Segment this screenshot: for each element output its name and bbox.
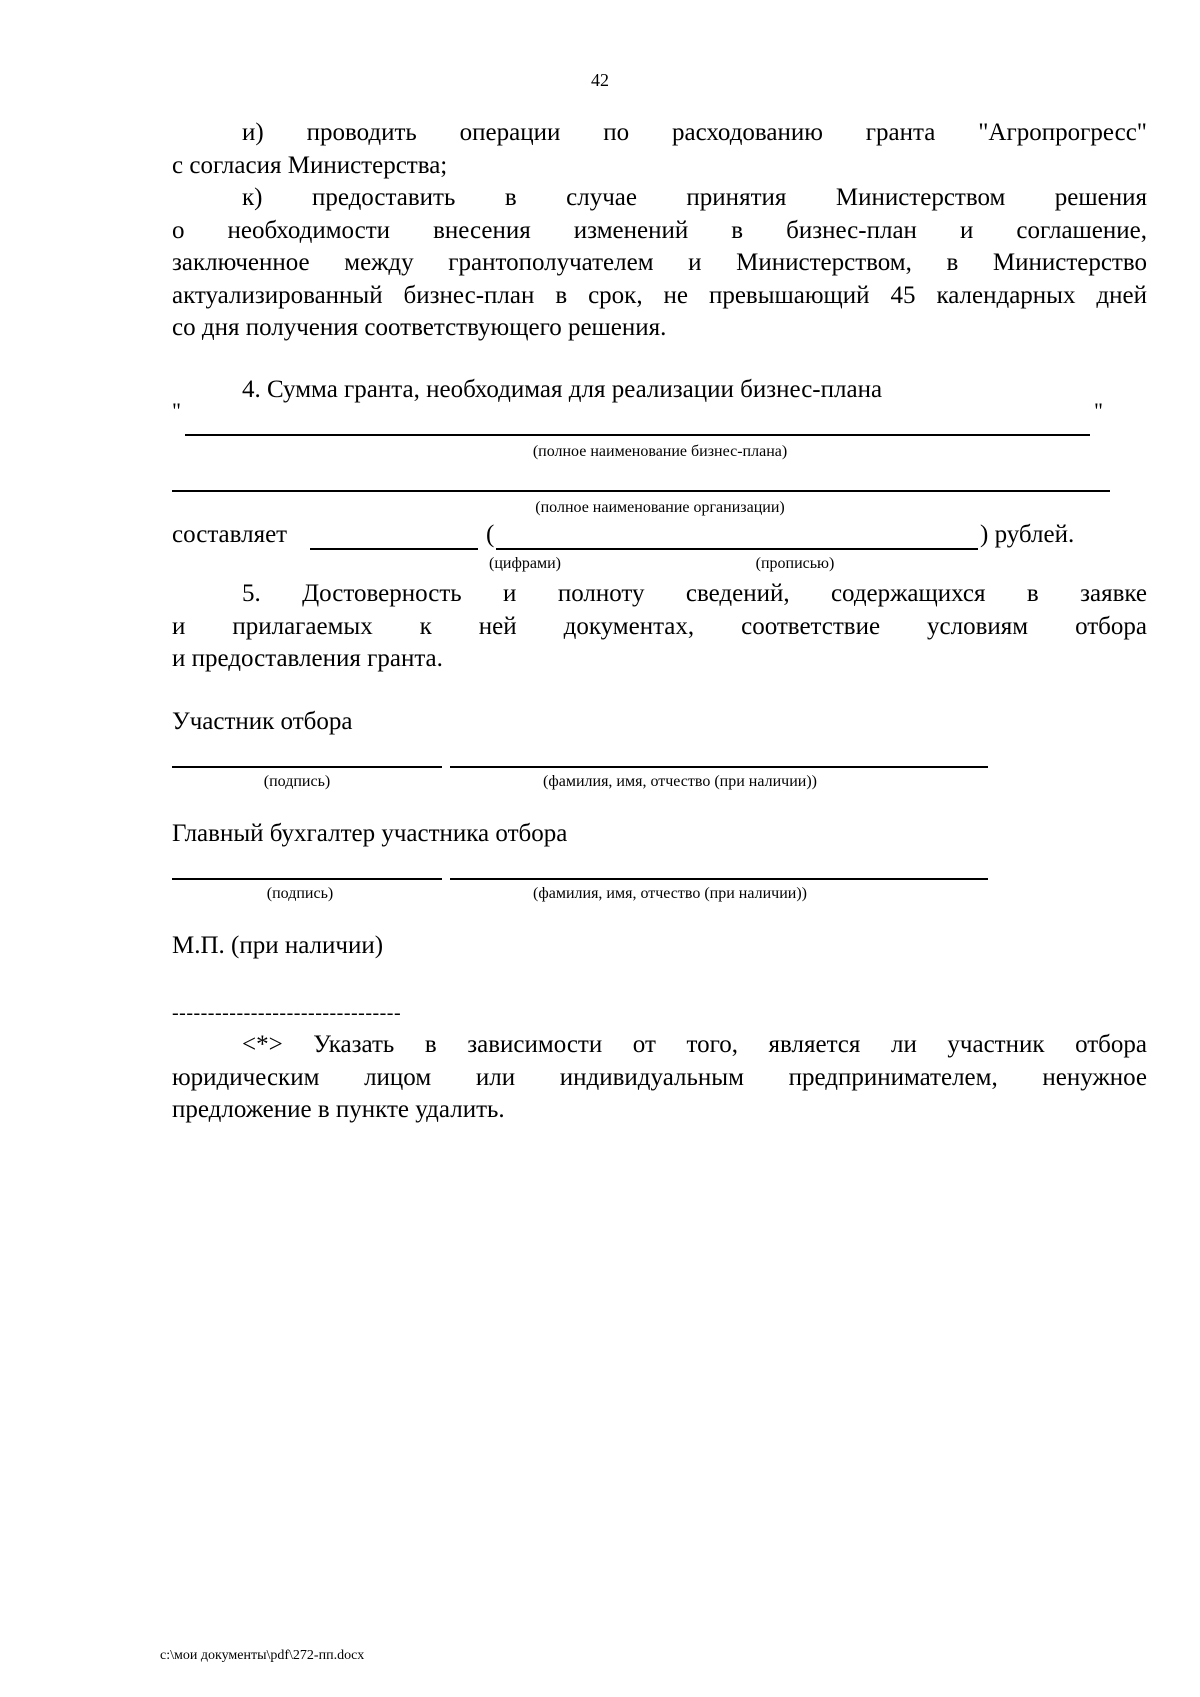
footnote-block bbox=[172, 1029, 1147, 1127]
footnote-line3: предложение в пункте удалить. bbox=[172, 1096, 505, 1123]
footer-file-path: c:\мои документы\pdf\272-пп.docx bbox=[160, 1648, 365, 1663]
paren-open: ( bbox=[486, 521, 495, 548]
caption-plan-name: (полное наименование бизнес-плана) bbox=[532, 443, 788, 460]
accountant-name-field[interactable] bbox=[450, 878, 988, 880]
item5-line2: и прилагаемых к ней документах, соответствие условиям отбора bbox=[172, 612, 1147, 640]
clause-k-line4: актуализированный бизнес-план в срок, не превышающий 45 календарных дней bbox=[172, 281, 1147, 309]
clause-k-line1: к) предоставить в случае принятия Министерством решения bbox=[242, 184, 1147, 211]
org-name-field[interactable] bbox=[172, 490, 1110, 492]
quote-close: " bbox=[1094, 398, 1103, 423]
footnote-line2: юридическим лицом или индивидуальным предпринимателем, ненужное bbox=[172, 1063, 1147, 1091]
page-number: 42 bbox=[591, 70, 609, 90]
item4-heading: 4. Сумма гранта, необходимая для реализации бизнес-плана bbox=[242, 376, 883, 403]
clause-k-line2: о необходимости внесения изменений в бизнес-план и соглашение, bbox=[172, 216, 1147, 244]
item5-block bbox=[172, 578, 1147, 676]
item5-line3: и предоставления гранта. bbox=[172, 645, 443, 672]
participant-signature-caption: (подпись) bbox=[263, 773, 331, 790]
accountant-signature-caption: (подпись) bbox=[266, 885, 334, 902]
plan-name-field[interactable] bbox=[185, 434, 1090, 436]
footnote-separator: -------------------------------- bbox=[172, 1002, 402, 1024]
accountant-label: Главный бухгалтер участника отбора bbox=[172, 820, 568, 847]
participant-label: Участник отбора bbox=[172, 708, 353, 735]
caption-digits: (цифрами) bbox=[489, 555, 561, 572]
clause-i-line1: и) проводить операции по расходованию гранта "Агропрогресс" bbox=[242, 119, 1147, 146]
footnote-line1: <*> Указать в зависимости от того, является ли участник отбора bbox=[242, 1031, 1147, 1058]
accountant-signature-field[interactable] bbox=[172, 878, 442, 880]
caption-org-name: (полное наименование организации) bbox=[535, 499, 785, 516]
clause-i-line2: с согласия Министерства; bbox=[172, 151, 448, 179]
amount-suffix: ) рублей. bbox=[980, 521, 1075, 548]
clause-k-line5: со дня получения соответствующего решения. bbox=[172, 314, 667, 341]
participant-name-field[interactable] bbox=[450, 766, 988, 768]
caption-words: (прописью) bbox=[755, 555, 835, 572]
clause-k-line3: заключенное между грантополучателем и Министерством, в Министерство bbox=[172, 249, 1147, 276]
amount-digits-field[interactable] bbox=[310, 548, 478, 550]
clauses-block bbox=[172, 117, 1147, 345]
amount-words-field[interactable] bbox=[496, 548, 978, 550]
stamp-label: М.П. (при наличии) bbox=[172, 932, 384, 959]
participant-name-caption: (фамилия, имя, отчество (при наличии)) bbox=[543, 773, 817, 790]
quote-open: " bbox=[172, 398, 181, 423]
accountant-name-caption: (фамилия, имя, отчество (при наличии)) bbox=[533, 885, 807, 902]
item5-line1: 5. Достоверность и полноту сведений, содержащихся в заявке bbox=[242, 580, 1147, 607]
amount-prefix: составляет bbox=[172, 521, 288, 548]
participant-signature-field[interactable] bbox=[172, 766, 442, 768]
